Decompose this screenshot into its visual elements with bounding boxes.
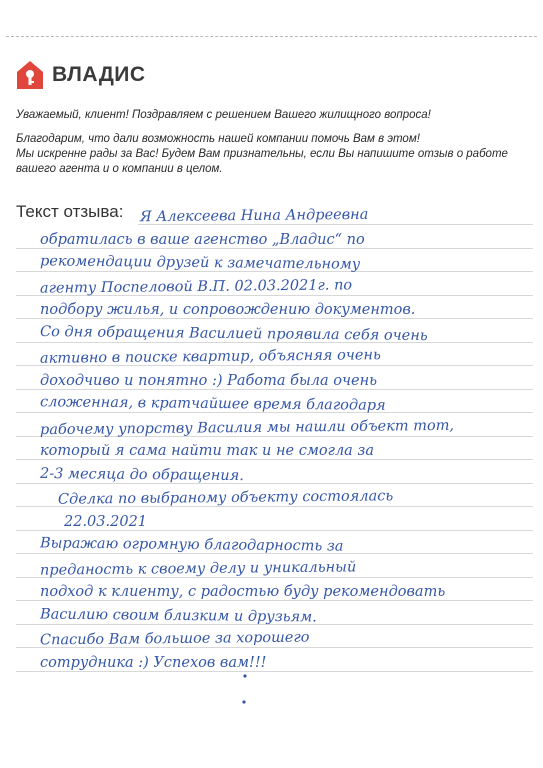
handwritten-line: который я сама найти так и не смогла за xyxy=(40,443,374,459)
handwritten-line: активно в поиске квартир, объясняя очень xyxy=(39,347,381,367)
intro-greeting: Уважаемый, клиент! Поздравляем с решением Вашего жилищного вопроса! xyxy=(16,109,431,121)
handwritten-line: сотрудника :) Успехов вам!!! xyxy=(40,654,267,671)
handwritten-line: подход к клиенту, с радостью буду рекомендовать xyxy=(40,584,446,600)
handwritten-line: Спасибо Вам большое за хорошего xyxy=(39,629,310,649)
handwritten-line: Выражаю огромную благодарность за xyxy=(39,535,344,555)
handwritten-line: Сделка по выбраному объекту состоялась xyxy=(57,488,394,508)
handwritten-line: подбору жилья, и сопровождению документов. xyxy=(40,302,416,318)
handwritten-line: 22.03.2021 xyxy=(64,513,148,530)
company-logo xyxy=(16,60,146,90)
intro-thanks: Благодарим, что дали возможность нашей компании помочь Вам в этом! xyxy=(16,133,420,145)
brand-name: ВЛАДИС xyxy=(52,63,146,86)
handwritten-line: сложенная, в кратчайшее время благодаря xyxy=(39,394,386,414)
top-divider xyxy=(6,36,537,37)
handwritten-line: Со дня обращения Василией проявила себя очень xyxy=(39,323,428,344)
handwritten-line: рабочему упорству Василия мы нашли объект тот, xyxy=(39,417,455,438)
handwritten-line: рекомендации друзей к замечательному xyxy=(39,253,361,273)
handwritten-line: Василию своим близким и друзьям. xyxy=(39,606,317,625)
handwritten-line: обратилась в ваше агенство „Владис“ по xyxy=(40,231,365,248)
handwritten-line: агенту Поспеловой В.П. 02.03.2021г. по xyxy=(39,276,353,297)
handwritten-line: 2-3 месяца до обращения. xyxy=(39,465,244,484)
ink-dots xyxy=(230,668,260,708)
intro-request: Мы искренне рады за Вас! Будем Вам признательны, если Вы напишите отзыв о работе вашего агента и о компании в целом. xyxy=(16,148,508,175)
handwritten-line: доходчиво и понятно :) Работа была очень xyxy=(40,372,378,389)
review-label: Текст отзыва: xyxy=(16,202,124,221)
handwritten-line: преданость к своему делу и уникальный xyxy=(39,558,357,579)
house-key-icon xyxy=(16,60,44,90)
handwritten-line: Я Алексеева Нина Андреевна xyxy=(139,206,369,226)
intro-text xyxy=(16,108,526,186)
